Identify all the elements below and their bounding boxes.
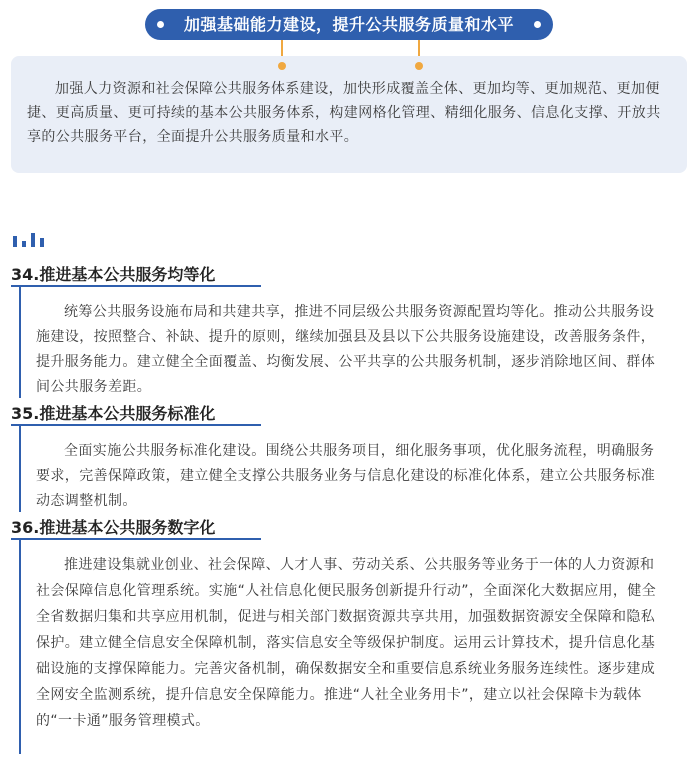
section-heading-34: 34.推进基本公共服务均等化	[11, 265, 216, 284]
section-underline-36	[11, 538, 261, 540]
section-underline-34	[11, 285, 261, 287]
section-underline-35	[11, 424, 261, 426]
intro-text: 加强人力资源和社会保障公共服务体系建设，加快形成覆盖全体、更加均等、更加规范、更加便捷、更高质量、更可持续的基本公共服务体系，构建网格化管理、精细化服务、信息化支撑、开放共享的公共服务平台，全面提升公共服务质量和水平。	[27, 81, 661, 145]
section-sideline-35	[19, 426, 21, 512]
section-body-36: 推进建设集就业创业、社会保障、人才人事、劳动关系、公共服务等业务于一体的人力资源和社会保障信息化管理系统。实施“人社信息化便民服务创新提升行动”，全面深化大数据应用，健全全省数据归集和共享应用机制，促进与相关部门数据资源共享共用，加强数据资源安全保障和隐私保护。建立健全信息安全保障机制，落实信息安全等级保护制度。运用云计算技术，提升信息化基础设施的支撑保障能力。完善灾备机制，确保数据安全和重要信息系统业务服务连续性。逐步建成全网安全监测系统，提升信息安全保障能力。推进“人社全业务用卡”，建立以社会保障卡为载体的“一卡通”服务管理模式。	[36, 557, 657, 729]
banner-title: 加强基础能力建设，提升公共服务质量和水平	[183, 15, 514, 34]
connector-dot-left-icon	[278, 62, 286, 70]
section-heading-36: 36.推进基本公共服务数字化	[11, 518, 216, 537]
banner-dot-right-icon	[534, 21, 541, 28]
section-banner	[145, 9, 553, 40]
intro-box	[11, 56, 687, 173]
section-body-35: 全面实施公共服务标准化建设。围绕公共服务项目，细化服务事项，优化服务流程，明确服务要求，完善保障政策，建立健全支撑公共服务业务与信息化建设的标准化体系，建立公共服务标准动态调整机制。	[36, 443, 656, 509]
section-sideline-36	[19, 540, 21, 754]
section-sideline-34	[19, 287, 21, 398]
connector-dot-right-icon	[415, 62, 423, 70]
section-heading-35: 35.推进基本公共服务标准化	[11, 404, 216, 423]
bar-chart-icon	[13, 231, 45, 247]
section-body-34: 统筹公共服务设施布局和共建共享，推进不同层级公共服务资源配置均等化。推动公共服务设施建设，按照整合、补缺、提升的原则，继续加强县及县以下公共服务设施建设，改善服务条件，提升服务能力。建立健全全面覆盖、均衡发展、公平共享的公共服务机制，逐步消除地区间、群体间公共服务差距。	[36, 304, 656, 395]
banner-dot-left-icon	[157, 21, 164, 28]
